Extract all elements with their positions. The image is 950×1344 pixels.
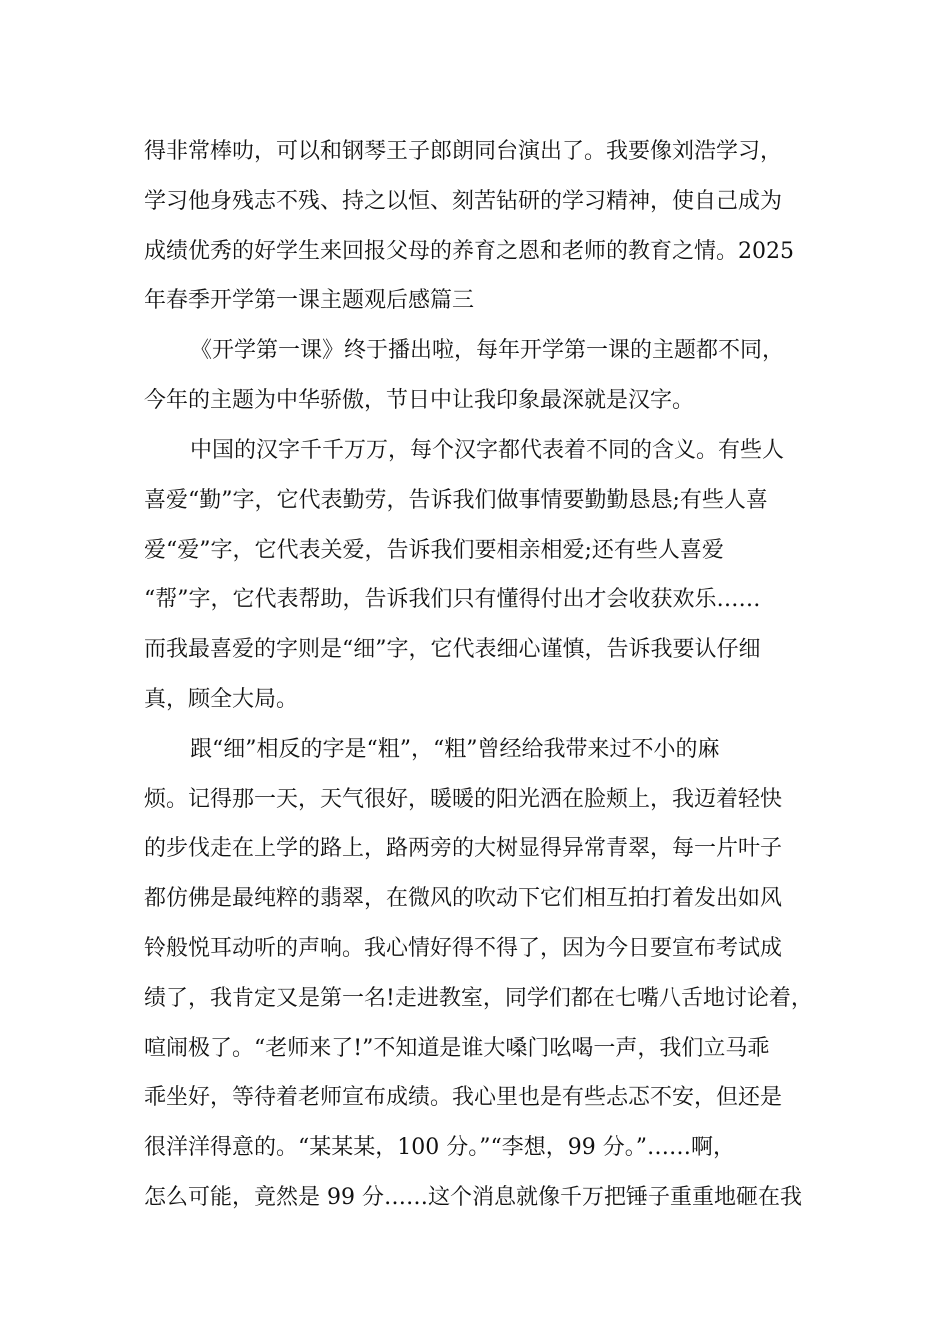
text-line: 乖坐好，等待着老师宣布成绩。我心里也是有些忐忑不安，但还是 xyxy=(144,1085,783,1110)
text-line: 很洋洋得意的。“某某某，100 分。”“李想，99 分。”……啊， xyxy=(144,1135,735,1160)
text-line: 爱“爱”字，它代表关爱，告诉我们要相亲相爱;还有些人喜爱 xyxy=(144,538,724,563)
section-title: 年春季开学第一课主题观后感篇三 xyxy=(144,288,475,313)
text-line: 的步伐走在上学的路上，路两旁的大树显得异常青翠，每一片叶子 xyxy=(144,836,783,861)
text-line: 怎么可能，竟然是 99 分……这个消息就像千万把锤子重重地砸在我 xyxy=(144,1185,802,1210)
text-line: 绩了，我肯定又是第一名!走进教室，同学们都在七嘴八舌地讨论着， xyxy=(144,986,813,1011)
text-line: 真，顾全大局。 xyxy=(144,687,299,712)
text-line: 喜爱“勤”字，它代表勤劳，告诉我们做事情要勤勤恳恳;有些人喜 xyxy=(144,488,768,513)
text-line: 今年的主题为中华骄傲，节日中让我印象最深就是汉字。 xyxy=(144,388,695,413)
text-line: 而我最喜爱的字则是“细”字，它代表细心谨慎，告诉我要认仔细 xyxy=(144,637,761,662)
text-line: 都仿佛是最纯粹的翡翠，在微风的吹动下它们相互拍打着发出如风 xyxy=(144,886,783,911)
text-line: 铃般悦耳动听的声响。我心情好得不得了，因为今日要宣布考试成 xyxy=(144,936,783,961)
text-line: 得非常棒叻，可以和钢琴王子郎朗同台演出了。我要像刘浩学习， xyxy=(144,139,783,164)
text-line: 成绩优秀的好学生来回报父母的养育之恩和老师的教育之情。2025 xyxy=(144,239,794,264)
text-line: 喧闹极了。“老师来了!”不知道是谁大嗓门吆喝一声，我们立马乖 xyxy=(144,1036,770,1061)
text-line: 中国的汉字千千万万，每个汉字都代表着不同的含义。有些人 xyxy=(190,438,785,463)
text-line: 学习他身残志不残、持之以恒、刻苦钻研的学习精神，使自己成为 xyxy=(144,189,783,214)
text-line: “帮”字，它代表帮助，告诉我们只有懂得付出才会收获欢乐…… xyxy=(144,587,761,612)
text-line: 跟“细”相反的字是“粗”，“粗”曾经给我带来过不小的麻 xyxy=(190,737,720,762)
text-line: 烦。记得那一天，天气很好，暖暖的阳光洒在脸颊上，我迈着轻快 xyxy=(144,787,783,812)
text-line: 《开学第一课》终于播出啦，每年开学第一课的主题都不同， xyxy=(190,338,785,363)
